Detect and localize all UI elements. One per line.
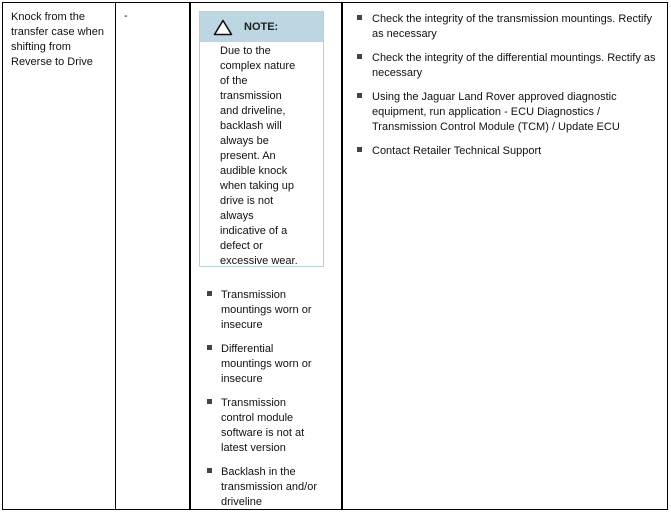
bullet-icon <box>207 468 212 473</box>
note-box <box>199 11 324 267</box>
list-item <box>207 465 321 510</box>
action-text: Contact Retailer Technical Support <box>372 145 542 157</box>
possible-causes-cell <box>191 3 343 509</box>
cause-text: Transmission control module software is not at latest version <box>221 397 305 454</box>
list-item <box>207 342 321 387</box>
dtc-cell <box>116 3 191 509</box>
cause-text: Transmission mountings worn or insecure <box>221 289 312 331</box>
symptom-text: Knock from the transfer case when shifting from Reverse to Drive <box>11 11 104 68</box>
note-title: NOTE: <box>244 21 279 33</box>
list-item <box>357 12 657 42</box>
action-text: Check the integrity of the differential mountings. Rectify as necessary <box>372 52 656 79</box>
bullet-icon <box>357 93 362 98</box>
note-text: Due to the complex nature of the transmission and driveline, backlash will always be present. An audible knock when taking up drive is not always indicative of a defect or excessive wear. <box>220 45 298 267</box>
list-item <box>207 396 321 456</box>
list-item <box>357 51 657 81</box>
causes-list <box>207 288 321 519</box>
action-text: Using the Jaguar Land Rover approved diagnostic equipment, run application - ECU Diagnostics / Transmission Control Module (TCM) / Update ECU <box>372 91 620 133</box>
symptom-cell <box>3 3 116 509</box>
bullet-icon <box>207 399 212 404</box>
warning-triangle-icon <box>213 19 233 36</box>
bullet-icon <box>207 291 212 296</box>
dtc-value: - <box>124 10 128 22</box>
bullet-icon <box>357 147 362 152</box>
actions-list <box>357 12 657 168</box>
bullet-icon <box>357 54 362 59</box>
note-header <box>200 12 323 42</box>
list-item <box>207 288 321 333</box>
cause-text: Backlash in the transmission and/or driveline <box>221 466 317 508</box>
diagnostic-table <box>2 2 668 510</box>
action-cell <box>343 3 667 509</box>
action-text: Check the integrity of the transmission mountings. Rectify as necessary <box>372 13 653 40</box>
list-item <box>357 144 657 159</box>
bullet-icon <box>207 345 212 350</box>
bullet-icon <box>357 15 362 20</box>
list-item <box>357 90 657 135</box>
cause-text: Differential mountings worn or insecure <box>221 343 312 385</box>
